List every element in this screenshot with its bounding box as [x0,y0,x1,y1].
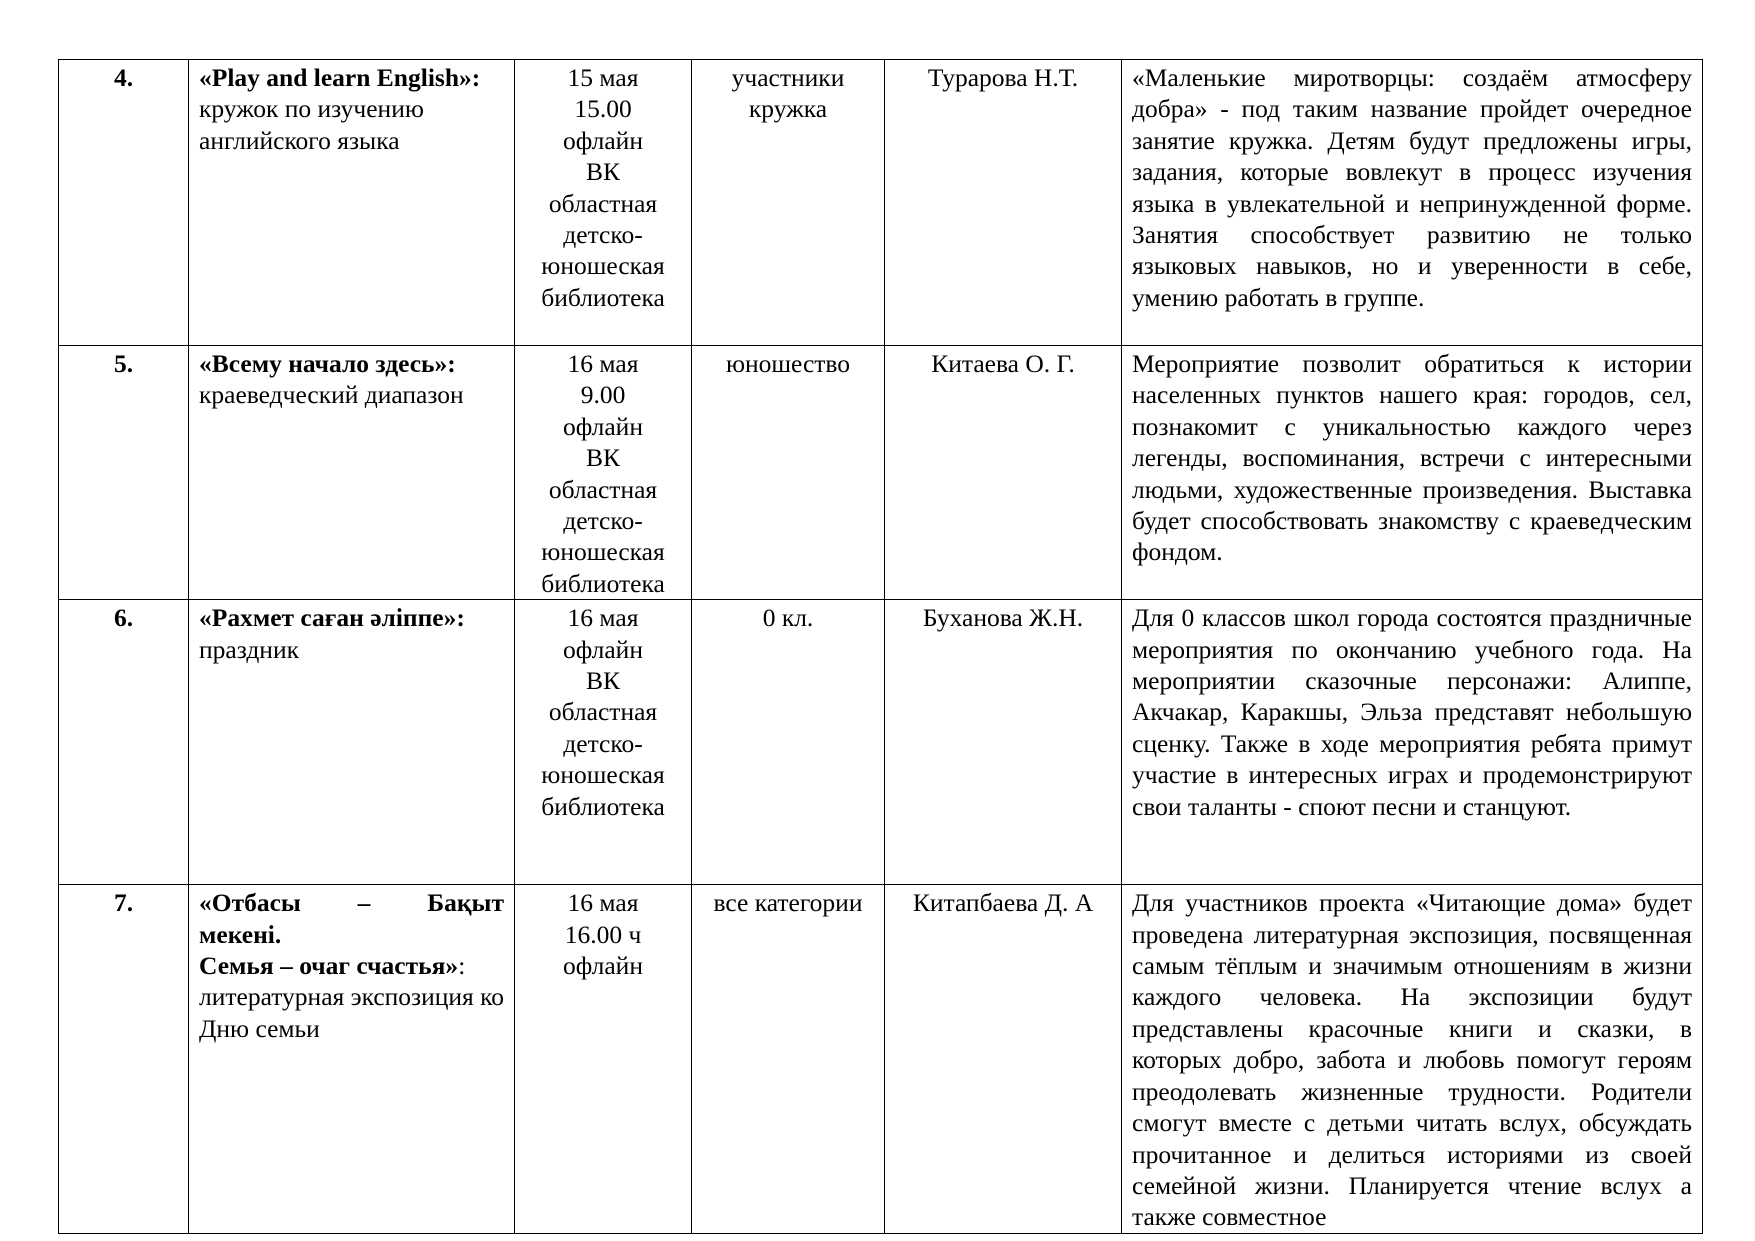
event-subtitle-line [199,950,504,981]
event-date-cell [515,60,692,346]
event-title-cell [189,885,515,1233]
row-number: 6. [59,600,189,885]
event-date-cell [515,600,692,885]
description-cell: Для участников проекта «Читающие дома» будет проведена литературная экспозиция, посвященная самым тёплым и значимым отношениям в жизни каждого человека. На экспозиции будут представлены красочные книги и сказки, в которых добро, забота и любовь помогут героям преодолевать жизненные трудности. Родители смогут вместе с детьми читать вслух, обсуждать прочитанное и делиться историями из своей семейной жизни. Планируется чтение вслух а также совместное [1122,885,1703,1233]
audience-line: кружка [748,94,828,124]
event-title: «Отбасы – Бақыт [199,888,504,918]
time-line: 9.00 [580,380,626,410]
venue-line: ВК [585,157,621,187]
venue-line: детско- [563,728,643,758]
event-title: «Play and learn English»: [199,63,481,92]
row-number: 4. [59,60,189,346]
responsible-cell: Китаева О. Г. [885,346,1122,600]
venue-line: детско- [563,506,643,536]
venue-line: ВК [585,443,621,473]
event-title-cell [189,60,515,346]
audience-line: юношество [725,349,851,378]
event-title: мекені. [199,919,282,949]
event-title-cell [189,346,515,600]
venue-line: библиотека [541,282,665,312]
venue-line: областная [548,474,658,504]
audience-cell [692,600,885,885]
date-line: 16 мая [567,888,639,918]
audience-cell [692,885,885,1233]
title-colon: : [458,951,466,981]
event-date-cell [515,885,692,1233]
venue-line: ВК [585,666,621,696]
time-line: 15.00 [574,94,632,124]
format-line: офлайн [563,125,643,155]
table-row [59,885,1703,1233]
venue-line: юношеская [541,251,665,281]
audience-cell [692,60,885,346]
description-cell: Для 0 классов школ города состоятся праздничные мероприятия по окончанию учебного года. На мероприятии сказочные персонажи: Алиппе, Акчакар, Каракшы, Эльза представят небольшую сценку. Также в ходе мероприятия ребята примут участие в интересных играх и продемонстрируют свои таланты - споют песни и станцуют. [1122,600,1703,885]
audience-line: участники [731,63,845,92]
date-line: 16 мая [567,603,639,633]
audience-cell [692,346,885,600]
venue-line: библиотека [541,791,665,821]
events-table [58,59,1703,1234]
event-format: литературная экспозиция ко Дню семьи [199,982,504,1043]
event-title-cell [189,600,515,885]
event-title: «Всему начало здесь»: [199,349,456,378]
row-number: 5. [59,346,189,600]
responsible-cell: Китапбаева Д. А [885,885,1122,1233]
date-line: 16 мая [567,349,639,378]
table-row [59,346,1703,600]
date-line: 15 мая [567,63,639,92]
row-number: 7. [59,885,189,1233]
event-format: краеведческий диапазон [199,380,464,410]
event-format: праздник [199,634,299,664]
event-subtitle: Семья – очаг счастья» [199,951,459,981]
venue-line: областная [548,697,658,727]
description-cell: «Маленькие миротворцы: создаём атмосферу добра» - под таким название пройдет очередное занятие кружка. Детям будут предложены игры, задания, которые вовлекут в процесс изучения языка в увлекательной и непринужденной форме. Занятия способствует развитию не только языковых навыков, но и уверенности в себе, умению работать в группе. [1122,60,1703,346]
venue-line: детско- [563,220,643,250]
time-line: 16.00 ч [564,919,642,949]
venue-line: библиотека [541,568,665,598]
responsible-cell: Буханова Ж.Н. [885,600,1122,885]
responsible-cell: Турарова Н.Т. [885,60,1122,346]
event-title: «Рахмет саған әліппе»: [199,603,465,633]
venue-line: областная [548,188,658,218]
format-line: офлайн [563,951,643,981]
description-cell: Мероприятие позволит обратиться к истории населенных пунктов нашего края: городов, сел, познакомит с уникальностью каждого через легенды, воспоминания, встречи с интересными людьми, художественные произведения. Выставка будет способствовать знакомству с краеведческим фондом. [1122,346,1703,600]
event-date-cell [515,346,692,600]
audience-line: 0 кл. [762,603,814,633]
venue-line: юношеская [541,760,665,790]
venue-line: юношеская [541,537,665,567]
format-line: офлайн [563,411,643,441]
audience-line: все категории [713,888,863,918]
format-line: офлайн [563,634,643,664]
table-row [59,600,1703,885]
table-row [59,60,1703,346]
event-format: кружок по изучению английского языка [199,94,424,155]
